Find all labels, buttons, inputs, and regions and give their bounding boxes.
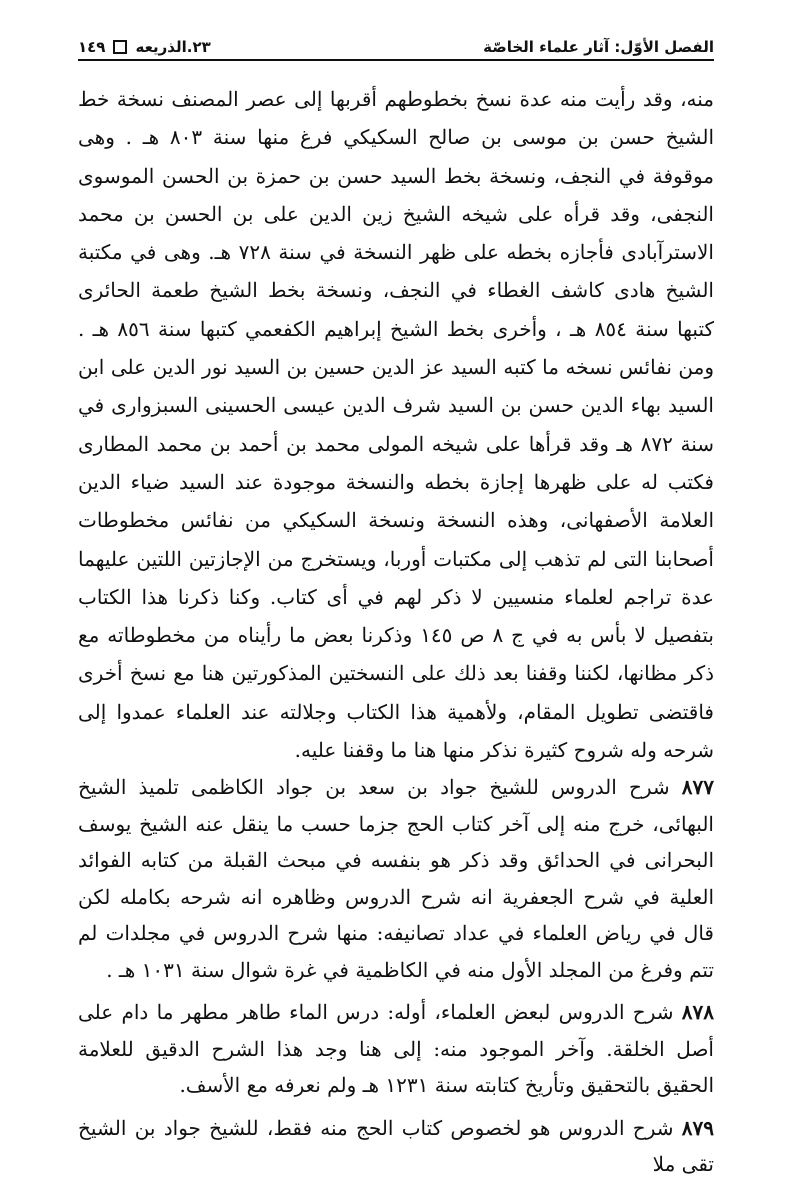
chapter-title: الفصل الأوّل: آثار علماء الخاصّة [483, 38, 714, 56]
intro-paragraph: منه، وقد رأيت منه عدة نسخ بخطوطهم أقربها إلى عصر المصنف نسخة خط الشيخ حسن بن موسى بن صالح السكيكي فرغ منها سنة ٨٠٣ هـ . وهى موقوفة في النجف، ونسخة بخط السيد حسن بن حمزة بن الحسن الموسوى النجفى، وقد قرأه على شيخه الشيخ زين الدين على بن الحسن بن محمد الاسترآبادى فأجازه بخطه على ظهر النسخة في سنة ٧٢٨ هـ. وهى في مكتبة الشيخ هادى كاشف الغطاء في النجف، ونسخة بخط الشيخ طعمة الحائرى كتبها سنة ٨٥٤ هـ ، وأخرى بخط الشيخ إبراهيم الكفعمي كتبها سنة ٨٥٦ هـ . ومن نفائس نسخه ما كتبه السيد عز الدين حسين بن السيد نور الدين على ابن السيد بهاء الدين حسن بن السيد شرف الدين عيسى الحسينى السبزوارى في سنة ٨٧٢ هـ وقد قرأها على شيخه المولى محمد بن أحمد بن محمد المطارى فكتب له على ظهرها إجازة بخطه والنسخة موجودة عند السيد ضياء الدين العلامة الأصفهانى، وهذه النسخة ونسخة السكيكي من نفائس مخطوطات أصحابنا التى لم تذهب إلى مكتبات أوربا، ويستخرج من الإجازتين اللتين عليهما عدة تراجم لعلماء منسيين لا ذكر لهم في أى كتاب. وكنا ذكرنا هذا الكتاب بتفصيل لا بأس به في ج ٨ ص ١٤٥ وذكرنا بعض ما رأيناه من مخطوطاته مع ذكر مظانها، لكننا وقفنا بعد ذلك على النسختين المذكورتين هنا مع نسخ أخرى فاقتضى تطويل المقام، ولأهمية هذا الكتاب وجلالته عند العلماء عمدوا إلى شرحه وله شروح كثيرة نذكر منها هنا ما وقفنا عليه. [78, 87, 715, 763]
entry-number: ٨٧٧ [681, 775, 714, 800]
entry-number: ٨٧٨ [681, 1000, 714, 1025]
entry-text: شرح الدروس للشيخ جواد بن سعد بن جواد الكاظمى تلميذ الشيخ البهائى، خرج منه إلى آخر كتاب الحج جزما حسب ما ينقل عنه الشيخ يوسف البحرانى في الحدائق وقد ذكر هو بنفسه في مبحث القبلة من كتابه الفوائد العلية في شرح الجعفرية انه شرح الدروس وظاهره انه شرحه بكامله لكن قال في رياض العلماء في عداد تصانيفه: منها شرح الدروس في مجلدات لم تتم وفرغ من المجلد الأول منه في الكاظمية في غرة شوال سنة ١٠٣١ هـ . [78, 775, 714, 982]
entry-877 [78, 769, 714, 988]
page-body [78, 80, 714, 1183]
running-header [78, 30, 714, 56]
header-rule [78, 59, 714, 61]
header-meta [78, 38, 211, 56]
square-ornament-icon [113, 40, 127, 54]
entry-text: شرح الدروس لبعض العلماء، أوله: درس الماء طاهر مطهر ما دام على أصل الخلقة. وآخر الموجود منه: إلى هنا وجد هذا الشرح الدقيق للعلامة الحقيق بالتحقيق وتأريخ كتابته سنة ١٢٣١ هـ ولم نعرفه مع الأسف. [78, 1000, 714, 1098]
entry-878 [78, 994, 714, 1104]
page-number: ١٤٩ [78, 38, 106, 56]
volume-label: ٢٣.الذريعه [135, 38, 211, 56]
entry-text: شرح الدروس هو لخصوص كتاب الحج منه فقط، للشيخ جواد بن الشيخ تقى ملا [78, 1115, 714, 1177]
entry-number: ٨٧٩ [681, 1115, 714, 1140]
entry-879 [78, 1110, 714, 1183]
